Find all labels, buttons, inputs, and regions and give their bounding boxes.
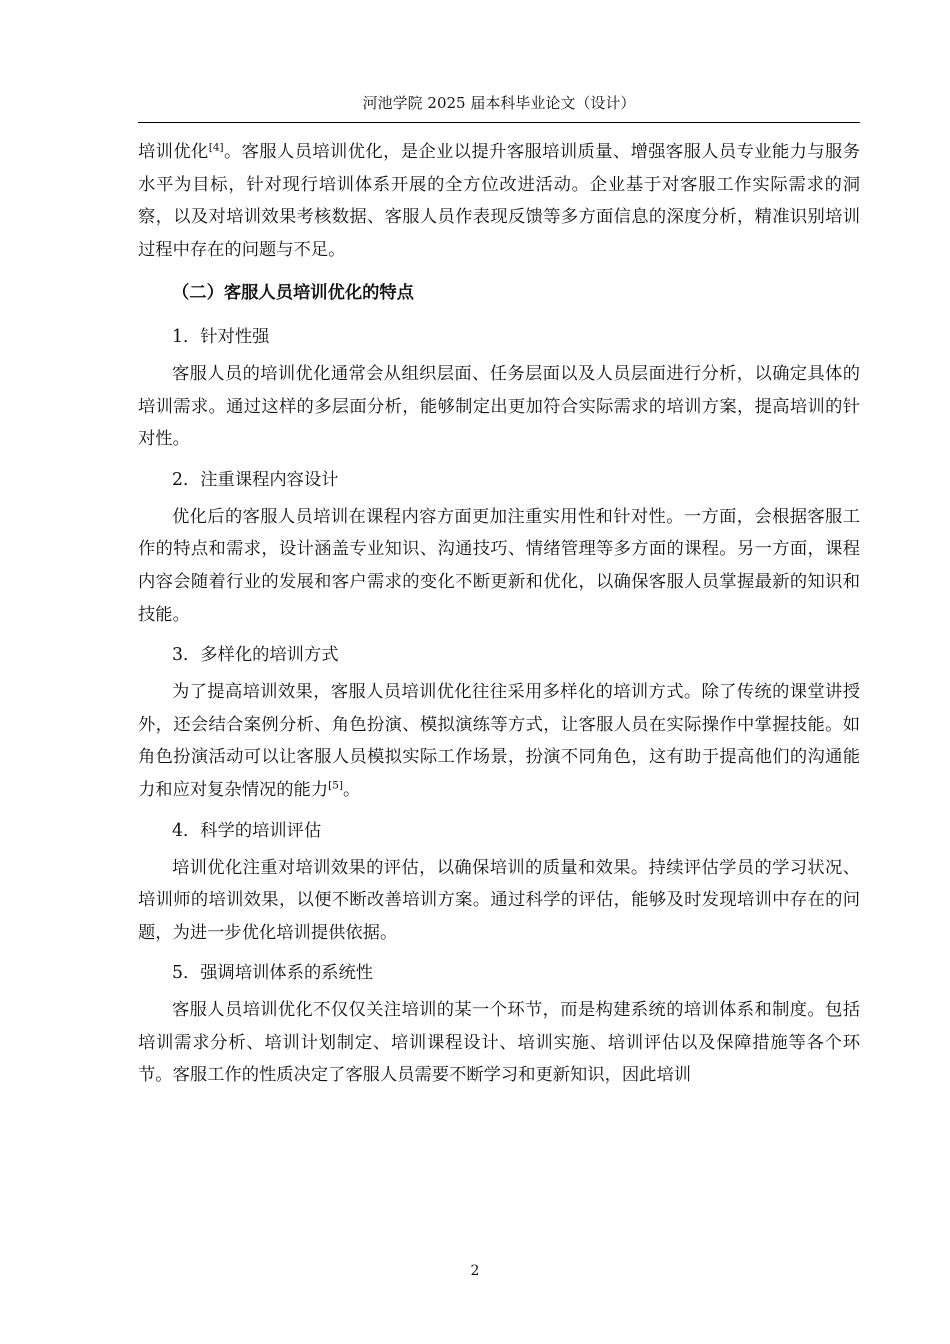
citation-5[interactable]: [5] [328, 779, 343, 792]
page-body [138, 136, 860, 1092]
item-5-heading: 5．强调培训体系的系统性 [172, 963, 374, 984]
item-4-heading: 4．科学的培训评估 [172, 820, 322, 841]
item-4-body: 培训优化注重对培训效果的评估，以确保培训的质量和效果。持续评估学员的学习状况、培训师的培训效果，以便不断改善培训方案。通过科学的评估，能够及时发现培训中存在的问题，为进一步优化培训提供依据。 [138, 857, 860, 943]
item-3-body [138, 676, 860, 806]
header-rule [138, 122, 860, 123]
item-3-heading: 3．多样化的培训方式 [172, 645, 339, 666]
item-3-body-text: 为了提高培训效果，客服人员培训优化往往采用多样化的培训方式。除了传统的课堂讲授外，还会结合案例分析、角色扮演、模拟演练等方式，让客服人员在实际操作中掌握技能。如角色扮演活动可以让客服人员模拟实际工作场景，扮演不同角色，这有助于提高他们的沟通能力和应对复杂情况的能力 [138, 682, 860, 800]
item-3-body-end: 。 [342, 779, 361, 800]
item-2-heading: 2．注重课程内容设计 [172, 469, 339, 490]
item-5-body: 客服人员培训优化不仅仅关注培训的某一个环节，而是构建系统的培训体系和制度。包括培训需求分析、培训计划制定、培训课程设计、培训实施、培训评估以及保障措施等各个环节。客服工作的性质决定了客服人员需要不断学习和更新知识，因此培训 [138, 1000, 860, 1086]
running-header: 河池学院 2025 届本科毕业论文（设计） [362, 94, 636, 112]
item-1-body: 客服人员的培训优化通常会从组织层面、任务层面以及人员层面进行分析，以确定具体的培训需求。通过这样的多层面分析，能够制定出更加符合实际需求的培训方案，提高培训的针对性。 [138, 363, 860, 450]
intro-paragraph [138, 136, 860, 266]
intro-text-end: 。客服人员培训优化，是企业以提升客服培训质量、增强客服人员专业能力与服务水平为目标，针对现行培训体系开展的全方位改进活动。企业基于对客服工作实际需求的洞察，以及对培训效果考核数据、客服人员作表现反馈等多方面信息的深度分析，精准识别培训过程中存在的问题与不足。 [138, 142, 860, 260]
item-1-heading: 1．针对性强 [172, 326, 270, 347]
intro-text-start: 培训优化 [138, 142, 209, 162]
page-number: 2 [470, 1263, 480, 1279]
item-2-body: 优化后的客服人员培训在课程内容方面更加注重实用性和针对性。一方面，会根据客服工作的特点和需求，设计涵盖专业知识、沟通技巧、情绪管理等多方面的课程。另一方面，课程内容会随着行业的发展和客户需求的变化不断更新和优化，以确保客服人员掌握最新的知识和技能。 [138, 506, 860, 625]
citation-4[interactable]: [4] [208, 141, 224, 154]
section-heading: （二）客服人员培训优化的特点 [172, 283, 414, 304]
